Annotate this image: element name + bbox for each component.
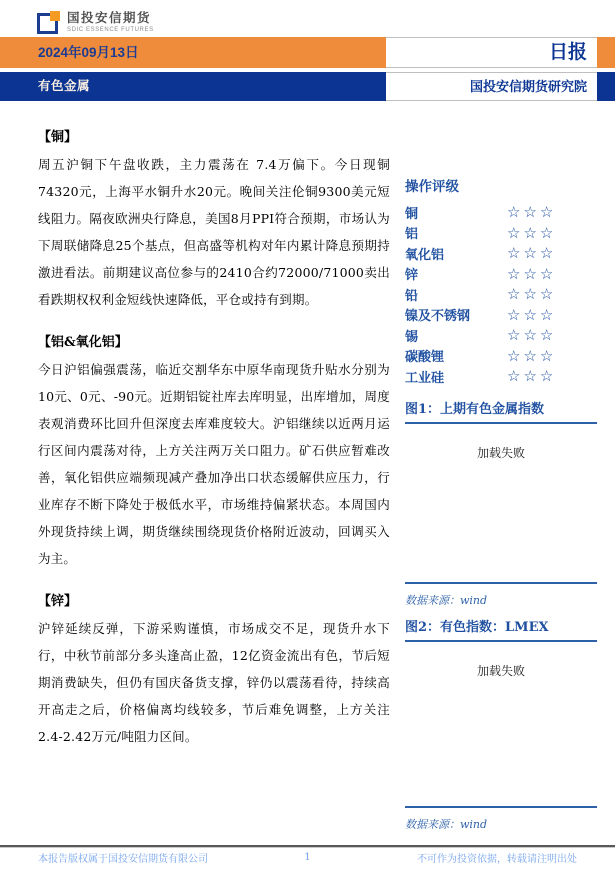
report-type-label: 日报	[548, 42, 587, 63]
figure-1-load-failed-text: 加载失败	[476, 445, 525, 460]
rating-name: 镍及不锈钢	[405, 309, 471, 325]
article-aluminum	[38, 329, 390, 572]
report-date: 2024年09月13日	[38, 45, 139, 60]
rating-row-lithium	[405, 346, 597, 367]
rating-title: 操作评级	[405, 179, 459, 195]
sidebar-column	[405, 178, 597, 833]
rating-name: 工业硅	[405, 370, 445, 386]
rating-row-nickel	[405, 305, 597, 326]
logo-square-icon	[37, 11, 60, 34]
footer-divider	[0, 845, 615, 848]
rating-row-lead	[405, 284, 597, 305]
rating-row-zinc	[405, 264, 597, 285]
article-body: 周五沪铜下午盘收跌，主力震荡在 7.4万偏下。今日现铜74320元，上海平水铜升水20元。晚间关注伦铜9300美元短线阻力。隔夜欧洲央行降息，美国8月PPI符合预期，市场认为下周联储降息25个基点，但高盛等机构对年内累计降息预期持激进看法。前期建议高位参与的2410合约72000/71000卖出看跌期权权利金短线快速降低，平仓或持有到期。	[38, 157, 390, 307]
rating-name: 锡	[405, 329, 419, 345]
figure-2	[405, 619, 597, 833]
rating-row-copper	[405, 202, 597, 223]
institute-box	[386, 72, 597, 101]
figure-2-load-failed-text: 加载失败	[476, 663, 525, 678]
logo-name-en: SDIC ESSENCE FUTURES	[67, 26, 154, 33]
date-bar	[0, 37, 615, 68]
category-bar	[0, 72, 615, 101]
figure-1-title: 图1：上期有色金属指数	[405, 401, 545, 417]
star-rating-icon: ☆☆☆	[507, 346, 557, 365]
article-title: 【铝&氧化铝】	[38, 335, 128, 350]
report-type-box	[386, 37, 597, 68]
star-rating-icon: ☆☆☆	[507, 326, 557, 345]
figure-2-source: 数据来源：wind	[405, 817, 488, 831]
article-title: 【锌】	[38, 594, 78, 609]
star-rating-icon: ☆☆☆	[507, 264, 557, 283]
company-logo	[37, 11, 154, 34]
institute-label: 国投安信期货研究院	[469, 79, 587, 94]
star-rating-icon: ☆☆☆	[507, 244, 557, 263]
article-body: 沪锌延续反弹，下游采购谨慎，市场成交不足，现货升水下行，中秋节前部分多头逢高止盈，12亿资金流出有色，节后短期消费缺失，但仍有国庆备货支撑，锌仍以震荡看待，持续高开高走之后，价格偏离均线较多，节后难免调整，上方关注2.4-2.42万元/吨阻力区间。	[38, 621, 390, 744]
figure-1-source: 数据来源：wind	[405, 593, 488, 607]
rating-name: 铝	[405, 227, 419, 243]
logo-text-block	[67, 12, 154, 33]
rating-name: 氧化铝	[405, 247, 445, 263]
rating-name: 铅	[405, 288, 419, 304]
logo-orange-square	[50, 11, 60, 21]
figure-2-chart-area	[405, 642, 597, 808]
article-zinc	[38, 588, 390, 750]
article-title: 【铜】	[38, 130, 78, 145]
rating-name: 碳酸锂	[405, 350, 445, 366]
star-rating-icon: ☆☆☆	[507, 223, 557, 242]
rating-name: 锌	[405, 268, 419, 284]
star-rating-icon: ☆☆☆	[507, 367, 557, 386]
figure-1-chart-area	[405, 424, 597, 584]
star-rating-icon: ☆☆☆	[507, 305, 557, 324]
footer	[38, 850, 577, 865]
rating-row-silicon	[405, 366, 597, 387]
figure-1	[405, 401, 597, 609]
star-rating-icon: ☆☆☆	[507, 203, 557, 222]
footer-disclaimer: 不可作为投资依据，转载请注明出处	[416, 854, 577, 865]
figure-2-title: 图2：有色指数：LMEX	[405, 619, 549, 635]
rating-row-alumina	[405, 243, 597, 264]
article-body: 今日沪铝偏强震荡，临近交割华东中原华南现货升贴水分别为10元、0元、-90元。近期铝锭社库去库明显，出库增加，周度表观消费环比回升但深度去库难度较大。沪铝继续以近两月运行区间内震荡对待，上方关注两万关口阻力。矿石供应暂难改善，氧化铝供应端频现减产叠加净出口状态缓解供应压力，行业库存不断下降处于极低水平，市场维持偏紧状态。本周国内外现货持续上调，期货继续围绕现货价格附近波动，回调买入为主。	[38, 362, 390, 566]
article-copper	[38, 124, 390, 313]
footer-copyright: 本报告版权属于国投安信期货有限公司	[38, 854, 208, 865]
article-column	[38, 124, 390, 750]
rating-row-tin	[405, 325, 597, 346]
page-number: 1	[304, 852, 311, 863]
logo-name-cn: 国投安信期货	[67, 10, 152, 25]
rating-row-aluminum	[405, 223, 597, 244]
rating-name: 铜	[405, 206, 419, 222]
star-rating-icon: ☆☆☆	[507, 285, 557, 304]
category-label: 有色金属	[38, 79, 91, 93]
